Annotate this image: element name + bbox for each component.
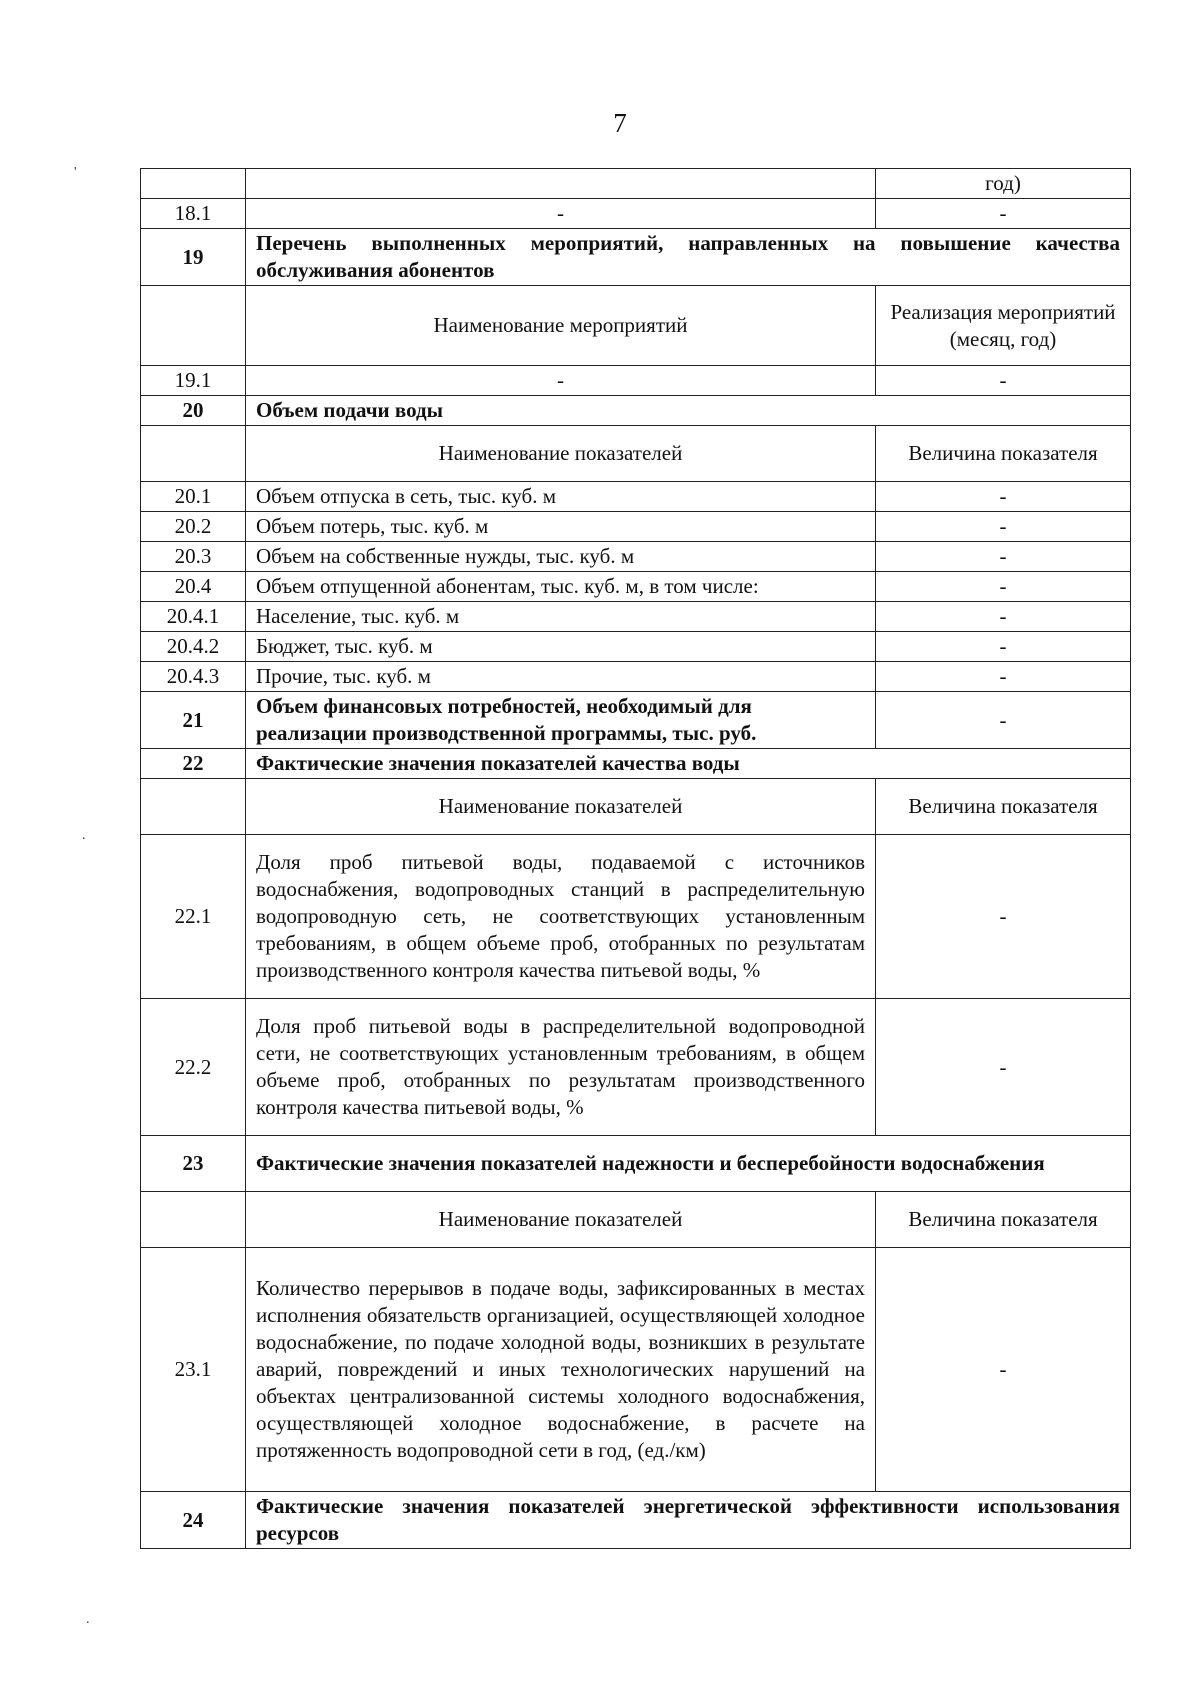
table-row xyxy=(141,169,1131,199)
column-header-row xyxy=(141,426,1131,482)
row-name-cell xyxy=(246,169,876,199)
column-header-name: Наименование показателей xyxy=(246,1192,876,1248)
column-header-row xyxy=(141,1192,1131,1248)
row-name-cell: - xyxy=(246,366,876,396)
row-name-cell: Количество перерывов в подаче воды, зафиксированных в местах исполнения обязательств организацией, осуществляющей холодное водоснабжение, по подаче холодной воды, возникших в результате аварий, повреждений и иных технологических нарушений на объектах централизованной системы холодного водоснабжения, осуществляющей холодное водоснабжение, в расчете на протяженность водопроводной сети в год, (ед./км) xyxy=(246,1248,876,1492)
row-value-cell: - xyxy=(876,632,1131,662)
row-value-cell: год) xyxy=(876,169,1131,199)
scan-speck: ' xyxy=(74,165,77,180)
column-header-value: Реализация мероприятий (месяц, год) xyxy=(876,286,1131,366)
row-number-cell xyxy=(141,779,246,835)
column-header-name: Наименование показателей xyxy=(246,779,876,835)
row-value-cell: - xyxy=(876,199,1131,229)
section-title: Объем подачи воды xyxy=(246,396,1131,426)
row-name-cell: Прочие, тыс. куб. м xyxy=(246,662,876,692)
row-number-cell xyxy=(141,286,246,366)
section-title: Объем финансовых потребностей, необходимый для реализации производственной программы, тыс. руб. xyxy=(246,692,876,749)
table-row xyxy=(141,542,1131,572)
row-name-cell: Бюджет, тыс. куб. м xyxy=(246,632,876,662)
table-row xyxy=(141,1248,1131,1492)
row-number-cell: 18.1 xyxy=(141,199,246,229)
section-number: 22 xyxy=(141,749,246,779)
row-value-cell: - xyxy=(876,692,1131,749)
section-number: 21 xyxy=(141,692,246,749)
column-header-value: Величина показателя xyxy=(876,426,1131,482)
row-number-cell: 20.2 xyxy=(141,512,246,542)
section-number: 23 xyxy=(141,1136,246,1192)
row-value-cell: - xyxy=(876,1248,1131,1492)
row-value-cell: - xyxy=(876,835,1131,999)
section-title: Перечень выполненных мероприятий, направленных на повышение качества обслуживания абонентов xyxy=(246,229,1131,286)
section-number: 20 xyxy=(141,396,246,426)
row-number-cell: 19.1 xyxy=(141,366,246,396)
row-name-cell: Объем отпуска в сеть, тыс. куб. м xyxy=(246,482,876,512)
column-header-value: Величина показателя xyxy=(876,1192,1131,1248)
row-value-cell: - xyxy=(876,512,1131,542)
row-name-cell: Доля проб питьевой воды, подаваемой с источников водоснабжения, водопроводных станций в распределительную водопроводную сеть, не соответствующих установленным требованиям, в общем объеме проб, отобранных по результатам производственного контроля качества питьевой воды, % xyxy=(246,835,876,999)
row-number-cell: 22.1 xyxy=(141,835,246,999)
scan-speck: . xyxy=(82,828,86,843)
section-title: Фактические значения показателей надежности и бесперебойности водоснабжения xyxy=(246,1136,1131,1192)
section-title: Фактические значения показателей качества воды xyxy=(246,749,1131,779)
row-number-cell: 20.4.3 xyxy=(141,662,246,692)
row-name-cell: Объем отпущенной абонентам, тыс. куб. м, в том числе: xyxy=(246,572,876,602)
table-row xyxy=(141,835,1131,999)
row-value-cell: - xyxy=(876,542,1131,572)
row-number-cell xyxy=(141,1192,246,1248)
table-row xyxy=(141,482,1131,512)
row-value-cell: - xyxy=(876,602,1131,632)
scan-speck: . xyxy=(86,1612,90,1627)
column-header-value: Величина показателя xyxy=(876,779,1131,835)
section-row xyxy=(141,749,1131,779)
table-row xyxy=(141,572,1131,602)
row-number-cell xyxy=(141,426,246,482)
row-value-cell: - xyxy=(876,482,1131,512)
page-number: 7 xyxy=(613,108,627,138)
row-name-cell: Объем на собственные нужды, тыс. куб. м xyxy=(246,542,876,572)
section-number: 19 xyxy=(141,229,246,286)
row-value-cell: - xyxy=(876,999,1131,1136)
column-header-name: Наименование показателей xyxy=(246,426,876,482)
row-value-cell: - xyxy=(876,572,1131,602)
section-row xyxy=(141,692,1131,749)
table-row xyxy=(141,999,1131,1136)
section-row xyxy=(141,229,1131,286)
column-header-row xyxy=(141,286,1131,366)
row-number-cell: 23.1 xyxy=(141,1248,246,1492)
section-title: Фактические значения показателей энергетической эффективности использования ресурсов xyxy=(246,1492,1131,1549)
section-row xyxy=(141,396,1131,426)
row-name-cell: Доля проб питьевой воды в распределительной водопроводной сети, не соответствующих установленным требованиям, в общем объеме проб, отобранных по результатам производственного контроля качества питьевой воды, % xyxy=(246,999,876,1136)
section-row xyxy=(141,1136,1131,1192)
table-row xyxy=(141,632,1131,662)
row-name-cell: Население, тыс. куб. м xyxy=(246,602,876,632)
section-number: 24 xyxy=(141,1492,246,1549)
row-number-cell xyxy=(141,169,246,199)
table-row xyxy=(141,512,1131,542)
row-value-cell: - xyxy=(876,662,1131,692)
column-header-name: Наименование мероприятий xyxy=(246,286,876,366)
row-number-cell: 22.2 xyxy=(141,999,246,1136)
row-number-cell: 20.1 xyxy=(141,482,246,512)
table-row xyxy=(141,602,1131,632)
section-row xyxy=(141,1492,1131,1549)
table-row xyxy=(141,662,1131,692)
column-header-row xyxy=(141,779,1131,835)
row-number-cell: 20.4.1 xyxy=(141,602,246,632)
table-row xyxy=(141,199,1131,229)
indicator-table xyxy=(140,168,1131,1549)
row-number-cell: 20.4.2 xyxy=(141,632,246,662)
row-value-cell: - xyxy=(876,366,1131,396)
row-number-cell: 20.3 xyxy=(141,542,246,572)
row-number-cell: 20.4 xyxy=(141,572,246,602)
row-name-cell: Объем потерь, тыс. куб. м xyxy=(246,512,876,542)
row-name-cell: - xyxy=(246,199,876,229)
table-row xyxy=(141,366,1131,396)
